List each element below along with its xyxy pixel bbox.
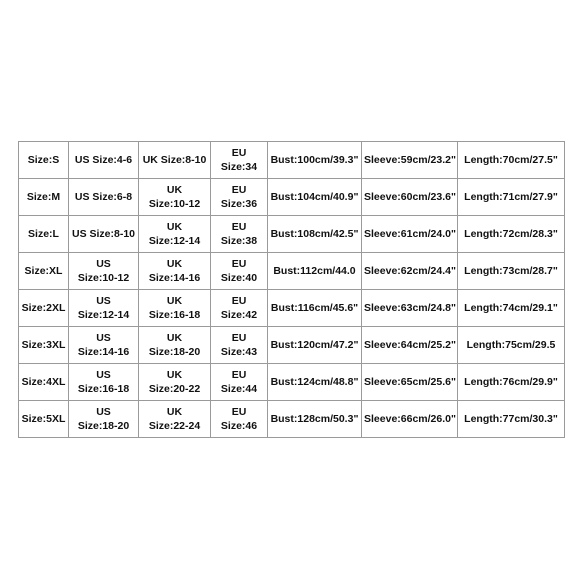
bust-cell: Bust:104cm/40.9": [268, 179, 362, 216]
us-size-cell: [69, 216, 139, 253]
uk-size-cell-line: Size:18-20: [148, 346, 201, 358]
uk-size-cell-line: UK Size:8-10: [142, 154, 207, 166]
eu-size-cell: [211, 327, 268, 364]
size-row: [19, 401, 565, 438]
sleeve-cell: Sleeve:65cm/25.6": [362, 364, 458, 401]
bust-cell: Bust:108cm/42.5": [268, 216, 362, 253]
length-cell: Length:77cm/30.3": [458, 401, 565, 438]
size-chart-table: [18, 141, 565, 438]
uk-size-cell: [139, 401, 211, 438]
eu-size-cell-line: Size:38: [220, 235, 258, 247]
size-row: [19, 364, 565, 401]
size-row: [19, 253, 565, 290]
us-size-cell-line: Size:16-18: [77, 383, 130, 395]
eu-size-cell-line: EU: [231, 258, 247, 270]
uk-size-cell-line: UK: [166, 258, 183, 270]
size-cell: Size:S: [19, 142, 69, 179]
size-cell: Size:3XL: [19, 327, 69, 364]
us-size-cell-line: US Size:8-10: [71, 228, 136, 240]
eu-size-cell-line: Size:43: [220, 346, 258, 358]
bust-cell: Bust:116cm/45.6": [268, 290, 362, 327]
uk-size-cell-line: Size:14-16: [148, 272, 201, 284]
eu-size-cell-line: EU: [231, 295, 247, 307]
us-size-cell: [69, 364, 139, 401]
us-size-cell-line: US: [96, 258, 111, 270]
uk-size-cell-line: UK: [166, 369, 183, 381]
uk-size-cell: [139, 327, 211, 364]
uk-size-cell: [139, 290, 211, 327]
uk-size-cell-line: UK: [166, 406, 183, 418]
length-cell: Length:73cm/28.7": [458, 253, 565, 290]
us-size-cell-line: Size:18-20: [77, 420, 130, 432]
eu-size-cell-line: Size:46: [220, 420, 258, 432]
uk-size-cell-line: Size:16-18: [148, 309, 201, 321]
uk-size-cell-line: UK: [166, 221, 183, 233]
sleeve-cell: Sleeve:63cm/24.8": [362, 290, 458, 327]
eu-size-cell-line: EU: [231, 332, 247, 344]
uk-size-cell-line: Size:20-22: [148, 383, 201, 395]
uk-size-cell-line: Size:22-24: [148, 420, 201, 432]
us-size-cell: [69, 401, 139, 438]
size-row: [19, 290, 565, 327]
uk-size-cell: [139, 216, 211, 253]
bust-cell: Bust:120cm/47.2": [268, 327, 362, 364]
us-size-cell-line: US: [96, 295, 111, 307]
us-size-cell: [69, 142, 139, 179]
size-cell: Size:M: [19, 179, 69, 216]
bust-cell: Bust:100cm/39.3": [268, 142, 362, 179]
uk-size-cell-line: Size:10-12: [148, 198, 201, 210]
us-size-cell-line: US: [96, 332, 111, 344]
length-cell: Length:76cm/29.9": [458, 364, 565, 401]
length-cell: Length:75cm/29.5: [458, 327, 565, 364]
us-size-cell-line: US: [96, 406, 111, 418]
sleeve-cell: Sleeve:60cm/23.6": [362, 179, 458, 216]
sleeve-cell: Sleeve:66cm/26.0": [362, 401, 458, 438]
us-size-cell: [69, 253, 139, 290]
us-size-cell: [69, 179, 139, 216]
sleeve-cell: Sleeve:59cm/23.2": [362, 142, 458, 179]
us-size-cell: [69, 327, 139, 364]
uk-size-cell: [139, 364, 211, 401]
eu-size-cell: [211, 401, 268, 438]
eu-size-cell-line: Size:42: [220, 309, 258, 321]
size-row: [19, 327, 565, 364]
sleeve-cell: Sleeve:61cm/24.0": [362, 216, 458, 253]
uk-size-cell: [139, 179, 211, 216]
size-row: [19, 179, 565, 216]
us-size-cell-line: US Size:6-8: [74, 191, 133, 203]
us-size-cell-line: US Size:4-6: [74, 154, 133, 166]
us-size-cell-line: Size:12-14: [77, 309, 130, 321]
size-cell: Size:2XL: [19, 290, 69, 327]
eu-size-cell: [211, 179, 268, 216]
us-size-cell-line: US: [96, 369, 111, 381]
bust-cell: Bust:124cm/48.8": [268, 364, 362, 401]
size-row: [19, 142, 565, 179]
size-cell: Size:XL: [19, 253, 69, 290]
length-cell: Length:70cm/27.5": [458, 142, 565, 179]
size-cell: Size:L: [19, 216, 69, 253]
uk-size-cell-line: UK: [166, 332, 183, 344]
uk-size-cell-line: Size:12-14: [148, 235, 201, 247]
bust-cell: Bust:128cm/50.3": [268, 401, 362, 438]
eu-size-cell-line: EU: [231, 369, 247, 381]
length-cell: Length:74cm/29.1": [458, 290, 565, 327]
length-cell: Length:72cm/28.3": [458, 216, 565, 253]
eu-size-cell-line: Size:40: [220, 272, 258, 284]
size-cell: Size:4XL: [19, 364, 69, 401]
eu-size-cell-line: EU: [231, 184, 247, 196]
eu-size-cell-line: EU: [231, 406, 247, 418]
eu-size-cell: [211, 216, 268, 253]
eu-size-cell-line: Size:34: [220, 161, 258, 173]
uk-size-cell: [139, 253, 211, 290]
size-row: [19, 216, 565, 253]
eu-size-cell-line: EU: [231, 147, 247, 159]
eu-size-cell: [211, 142, 268, 179]
eu-size-cell: [211, 290, 268, 327]
sleeve-cell: Sleeve:62cm/24.4": [362, 253, 458, 290]
eu-size-cell-line: Size:36: [220, 198, 258, 210]
size-cell: Size:5XL: [19, 401, 69, 438]
length-cell: Length:71cm/27.9": [458, 179, 565, 216]
eu-size-cell: [211, 364, 268, 401]
eu-size-cell-line: EU: [231, 221, 247, 233]
bust-cell: Bust:112cm/44.0: [268, 253, 362, 290]
size-chart-body: [19, 142, 565, 438]
sleeve-cell: Sleeve:64cm/25.2": [362, 327, 458, 364]
us-size-cell-line: Size:14-16: [77, 346, 130, 358]
eu-size-cell: [211, 253, 268, 290]
uk-size-cell-line: UK: [166, 184, 183, 196]
us-size-cell: [69, 290, 139, 327]
eu-size-cell-line: Size:44: [220, 383, 258, 395]
uk-size-cell: [139, 142, 211, 179]
us-size-cell-line: Size:10-12: [77, 272, 130, 284]
uk-size-cell-line: UK: [166, 295, 183, 307]
